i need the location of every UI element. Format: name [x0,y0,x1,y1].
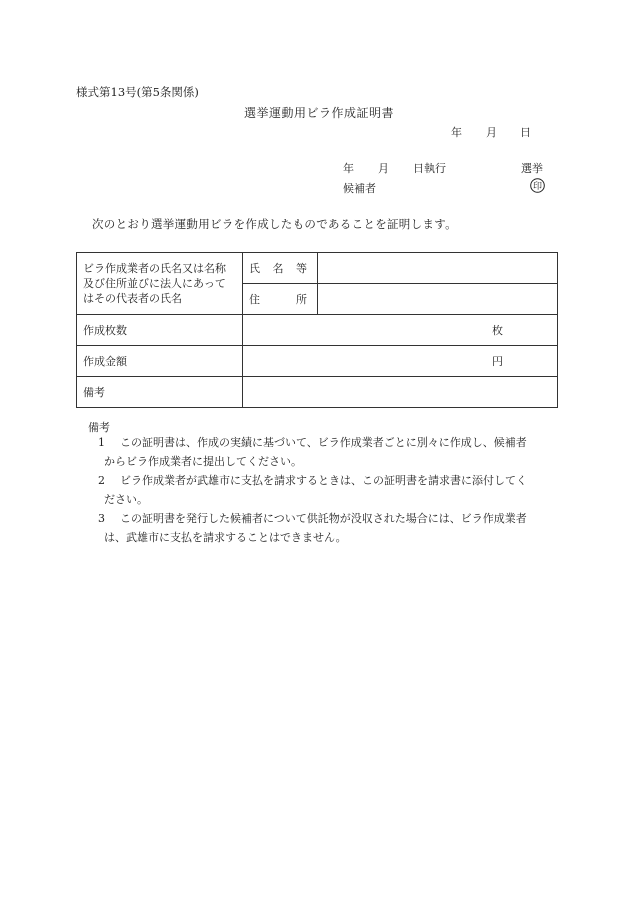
maker-label-line: 及び住所並びに法人にあって [83,277,226,290]
document-title: 選挙運動用ビラ作成証明書 [244,106,395,120]
svg-text:印: 印 [532,182,543,192]
remarks-title: 備考 [88,421,110,434]
certification-statement: 次のとおり選挙運動用ビラを作成したものであることを証明します。 [92,217,457,231]
amount-label: 作成金額 [77,346,243,377]
certificate-table [76,252,558,408]
election-label: 選挙 [521,162,543,175]
election-year: 年 [343,162,354,175]
remark-text-continued: ださい。 [104,493,148,506]
amount-field[interactable] [243,346,558,377]
remark-text: この証明書を発行した候補者について供託物が没収された場合には、ビラ作成業者 [120,512,527,525]
form-number: 様式第13号(第5条関係) [76,85,199,99]
remark-number: 1 [98,436,105,449]
address-label: 住 所 [243,284,318,315]
remark-text-continued: は、武雄市に支払を請求することはできません。 [104,531,347,544]
count-field[interactable] [243,315,558,346]
amount-unit: 円 [492,355,503,368]
candidate-label: 候補者 [343,182,376,195]
date-month: 月 [486,126,497,139]
seal-icon [530,178,545,193]
remarks-row-label: 備考 [77,377,243,408]
maker-label-cell [77,253,243,315]
address-field[interactable] [318,284,558,315]
election-day-executed: 日執行 [413,162,446,175]
remarks-field[interactable] [243,377,558,408]
remark-number: 2 [98,474,105,487]
name-label: 氏 名 等 [243,253,318,284]
count-label: 作成枚数 [77,315,243,346]
remark-text: この証明書は、作成の実績に基づいて、ビラ作成業者ごとに別々に作成し、候補者 [120,436,527,449]
remark-text: ビラ作成業者が武雄市に支払を請求するときは、この証明書を請求書に添付してく [120,474,527,487]
name-field[interactable] [318,253,558,284]
count-unit: 枚 [492,324,503,337]
election-month: 月 [378,162,389,175]
remark-item [98,471,562,509]
remark-item [98,509,562,547]
remark-item [98,433,562,471]
maker-label-line: はその代表者の氏名 [83,292,182,305]
maker-label-line: ビラ作成業者の氏名又は名称 [83,262,226,275]
remark-text-continued: からビラ作成業者に提出してください。 [104,455,302,468]
date-year: 年 [451,126,462,139]
date-day: 日 [520,126,531,139]
remark-number: 3 [98,512,105,525]
